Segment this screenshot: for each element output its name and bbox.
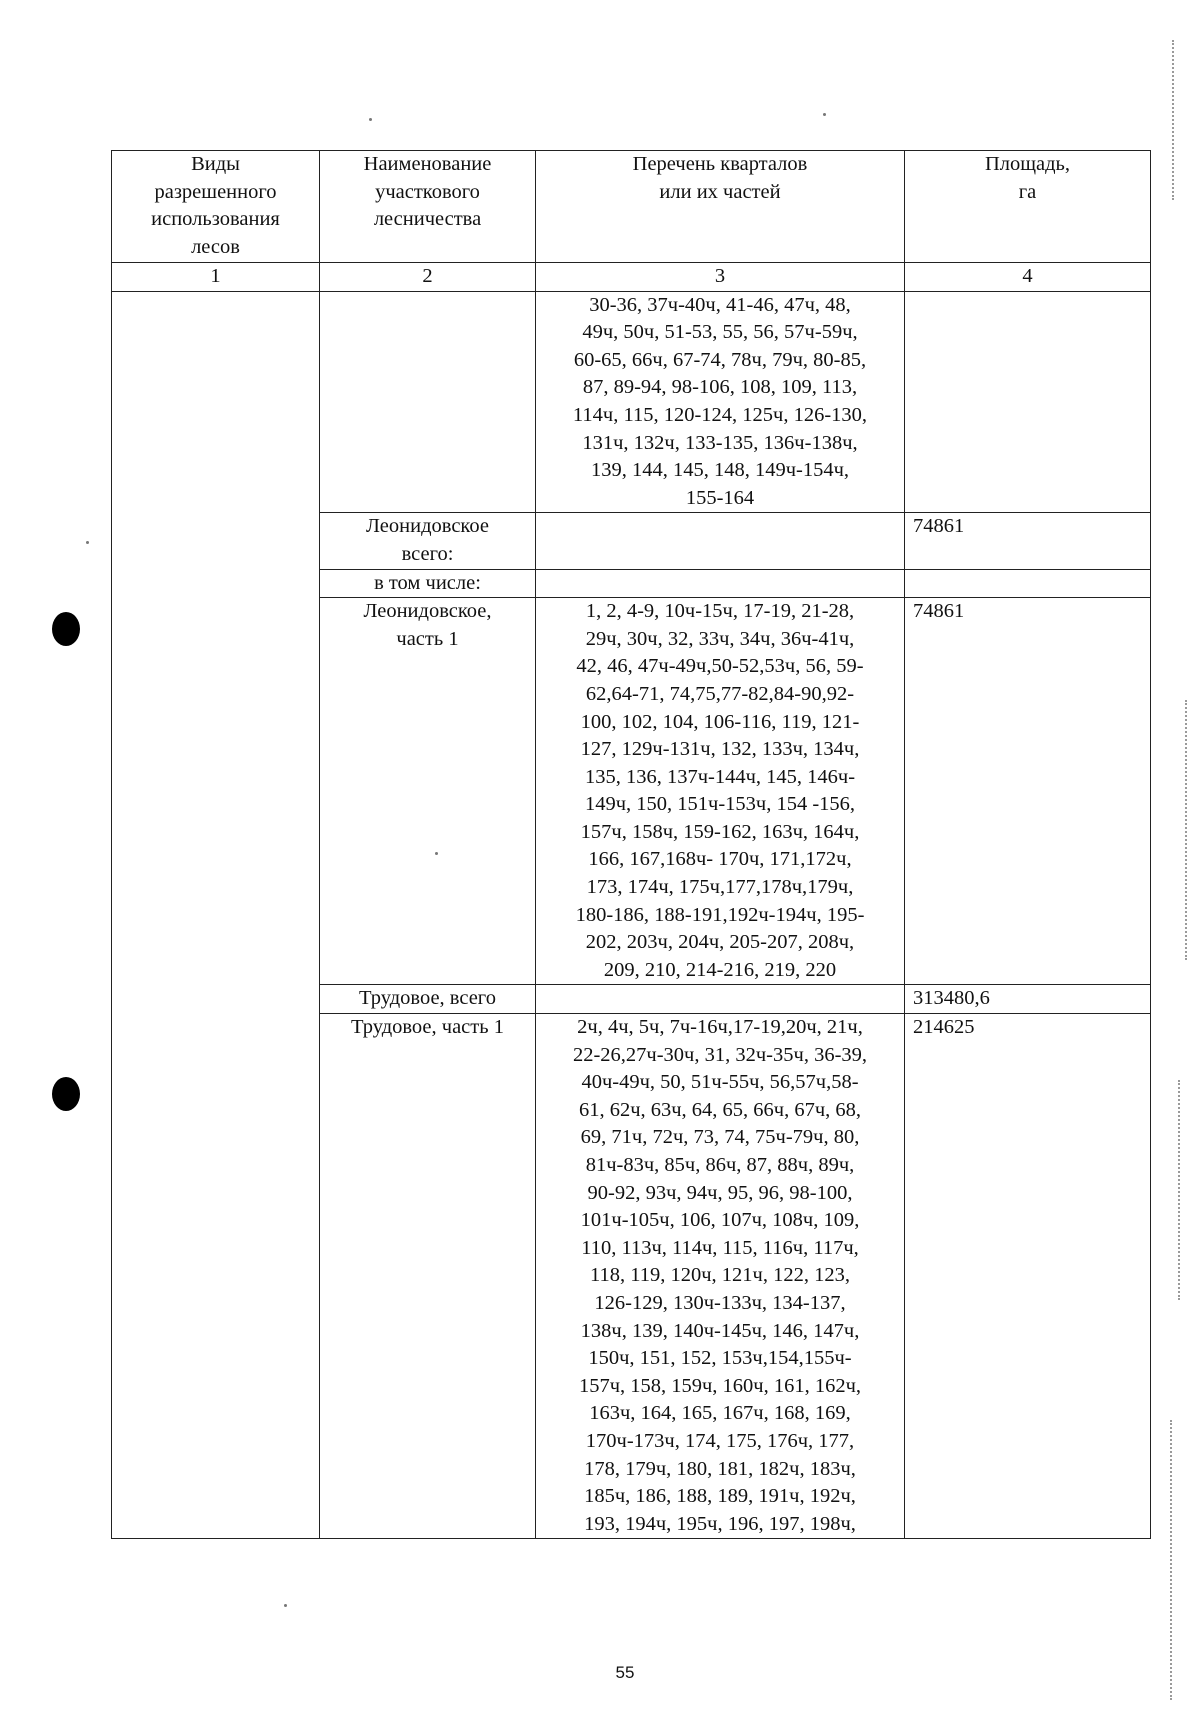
forestry-name-cell <box>320 513 536 569</box>
text-line: 180-186, 188-191,192ч-194ч, 195- <box>575 903 865 926</box>
punch-hole-mark <box>52 612 80 646</box>
text-line: 127, 129ч-131ч, 132, 133ч, 134ч, <box>580 738 860 761</box>
text-line: 131ч, 132ч, 133-135, 136ч-138ч, <box>582 431 858 454</box>
text-line: в том числе: <box>374 571 481 594</box>
header-cell-quarters-list <box>536 151 905 263</box>
text-line: 202, 203ч, 204ч, 205-207, 208ч, <box>585 931 855 954</box>
text-line: 100, 102, 104, 106-116, 119, 121- <box>580 710 860 733</box>
text-line: 81ч-83ч, 85ч, 86ч, 87, 88ч, 89ч, <box>585 1154 855 1176</box>
area-cell <box>905 569 1151 598</box>
text-line: 40ч-49ч, 50, 51ч-55ч, 56,57ч,58- <box>581 1071 859 1094</box>
forestry-name-cell <box>320 598 536 985</box>
area-cell <box>905 291 1151 513</box>
text-line: участкового <box>375 180 480 203</box>
scan-speck <box>435 852 438 855</box>
text-line: 30-36, 37ч-40ч, 41-46, 47ч, 48, <box>589 293 851 316</box>
text-line: 110, 113ч, 114ч, 115, 116ч, 117ч, <box>581 1236 859 1259</box>
text-line: 118, 119, 120ч, 121ч, 122, 123, <box>590 1264 850 1287</box>
text-line: 150ч, 151, 152, 153ч,154,155ч- <box>588 1347 852 1370</box>
usage-type-cell <box>112 291 320 1539</box>
forestry-name-cell <box>320 291 536 513</box>
scan-edge-noise <box>1185 700 1189 960</box>
forestry-name-cell <box>320 985 536 1014</box>
text-line: 173, 174ч, 175ч,177,178ч,179ч, <box>586 876 854 899</box>
text-line: 166, 167,168ч- 170ч, 171,172ч, <box>588 848 852 871</box>
text-line: 29ч, 30ч, 32, 33ч, 34ч, 36ч-41ч, <box>585 627 855 650</box>
column-number: 2 <box>320 263 536 292</box>
text-line: 178, 179ч, 180, 181, 182ч, 183ч, <box>584 1457 856 1480</box>
text-line: Трудовое, всего <box>359 987 496 1010</box>
text-line: 49ч, 50ч, 51-53, 55, 56, 57ч-59ч, <box>582 321 858 344</box>
text-line: 155-164 <box>685 486 755 509</box>
area-cell: 214625 <box>905 1014 1151 1539</box>
scan-edge-noise <box>1172 40 1176 200</box>
header-cell-usage-types <box>112 151 320 263</box>
quarters-cell <box>536 569 905 598</box>
scan-edge-noise <box>1178 1080 1182 1300</box>
column-number-row <box>112 263 1151 292</box>
text-line: лесов <box>191 235 240 258</box>
header-cell-area <box>905 151 1151 263</box>
column-number: 1 <box>112 263 320 292</box>
column-number: 4 <box>905 263 1151 292</box>
text-line: часть 1 <box>396 627 459 650</box>
text-line: 90-92, 93ч, 94ч, 95, 96, 98-100, <box>587 1181 853 1204</box>
text-line: 87, 89-94, 98-106, 108, 109, 113, <box>582 376 858 399</box>
text-line: или их частей <box>659 180 781 203</box>
quarters-cell <box>536 291 905 513</box>
area-cell: 74861 <box>905 513 1151 569</box>
quarters-cell <box>536 1014 905 1539</box>
text-line: 157ч, 158, 159ч, 160ч, 161, 162ч, <box>578 1374 862 1397</box>
area-cell: 313480,6 <box>905 985 1151 1014</box>
text-line: 2ч, 4ч, 5ч, 7ч-16ч,17-19,20ч, 21ч, <box>577 1016 863 1039</box>
text-line: Леонидовское <box>366 515 489 538</box>
forestry-name-cell <box>320 1014 536 1539</box>
text-line: 135, 136, 137ч-144ч, 145, 146ч- <box>584 765 856 788</box>
text-line: 1, 2, 4-9, 10ч-15ч, 17-19, 21-28, <box>585 600 855 623</box>
text-line: 114ч, 115, 120-124, 125ч, 126-130, <box>572 403 868 426</box>
text-line: 22-26,27ч-30ч, 31, 32ч-35ч, 36-39, <box>572 1043 868 1066</box>
scan-speck <box>369 118 372 121</box>
punch-hole-mark <box>52 1077 80 1111</box>
text-line: разрешенного <box>154 180 277 203</box>
forestry-name-cell <box>320 569 536 598</box>
table-header-row <box>112 151 1151 263</box>
column-number: 3 <box>536 263 905 292</box>
header-cell-forestry-name <box>320 151 536 263</box>
text-line: лесничества <box>373 208 482 231</box>
text-line: 149ч, 150, 151ч-153ч, 154 -156, <box>584 793 856 816</box>
table-row <box>112 291 1151 513</box>
text-line: Перечень кварталов <box>632 153 808 175</box>
scan-speck <box>823 113 826 116</box>
quarters-cell <box>536 513 905 569</box>
text-line: Леонидовское, <box>363 600 492 623</box>
text-line: 126-129, 130ч-133ч, 134-137, <box>594 1291 846 1314</box>
text-line: Площадь, <box>984 153 1071 175</box>
text-line: Трудовое, часть 1 <box>351 1016 504 1039</box>
quarters-cell <box>536 985 905 1014</box>
text-line: 69, 71ч, 72ч, 73, 74, 75ч-79ч, 80, <box>580 1126 860 1149</box>
text-line: Наименование <box>363 153 492 175</box>
scan-speck <box>86 541 89 544</box>
text-line: 185ч, 186, 188, 189, 191ч, 192ч, <box>584 1485 856 1508</box>
forest-quarters-table <box>111 150 1151 1539</box>
text-line: 42, 46, 47ч-49ч,50-52,53ч, 56, 59- <box>576 655 864 678</box>
text-line: 157ч, 158ч, 159-162, 163ч, 164ч, <box>580 820 860 843</box>
page-number: 55 <box>615 1663 635 1682</box>
area-cell: 74861 <box>905 598 1151 985</box>
text-line: 139, 144, 145, 148, 149ч-154ч, <box>590 459 850 482</box>
text-line: 62,64-71, 74,75,77-82,84-90,92- <box>585 682 855 705</box>
text-line: 163ч, 164, 165, 167ч, 168, 169, <box>589 1402 851 1425</box>
text-line: 61, 62ч, 63ч, 64, 65, 66ч, 67ч, 68, <box>578 1098 862 1121</box>
text-line: 170ч-173ч, 174, 175, 176ч, 177, <box>585 1429 855 1452</box>
text-line: всего: <box>401 542 454 565</box>
quarters-cell <box>536 598 905 985</box>
scan-edge-noise <box>1170 1420 1174 1700</box>
text-line: 138ч, 139, 140ч-145ч, 146, 147ч, <box>580 1319 860 1342</box>
text-line: 60-65, 66ч, 67-74, 78ч, 79ч, 80-85, <box>573 348 867 371</box>
text-line: 101ч-105ч, 106, 107ч, 108ч, 109, <box>580 1209 860 1232</box>
scan-speck <box>284 1604 287 1607</box>
text-line: Виды <box>191 153 240 175</box>
text-line: 209, 210, 214-216, 219, 220 <box>603 958 837 981</box>
text-line: использования <box>151 208 280 231</box>
text-line: га <box>1018 180 1037 203</box>
text-line: 193, 194ч, 195ч, 196, 197, 198ч, <box>584 1512 856 1535</box>
